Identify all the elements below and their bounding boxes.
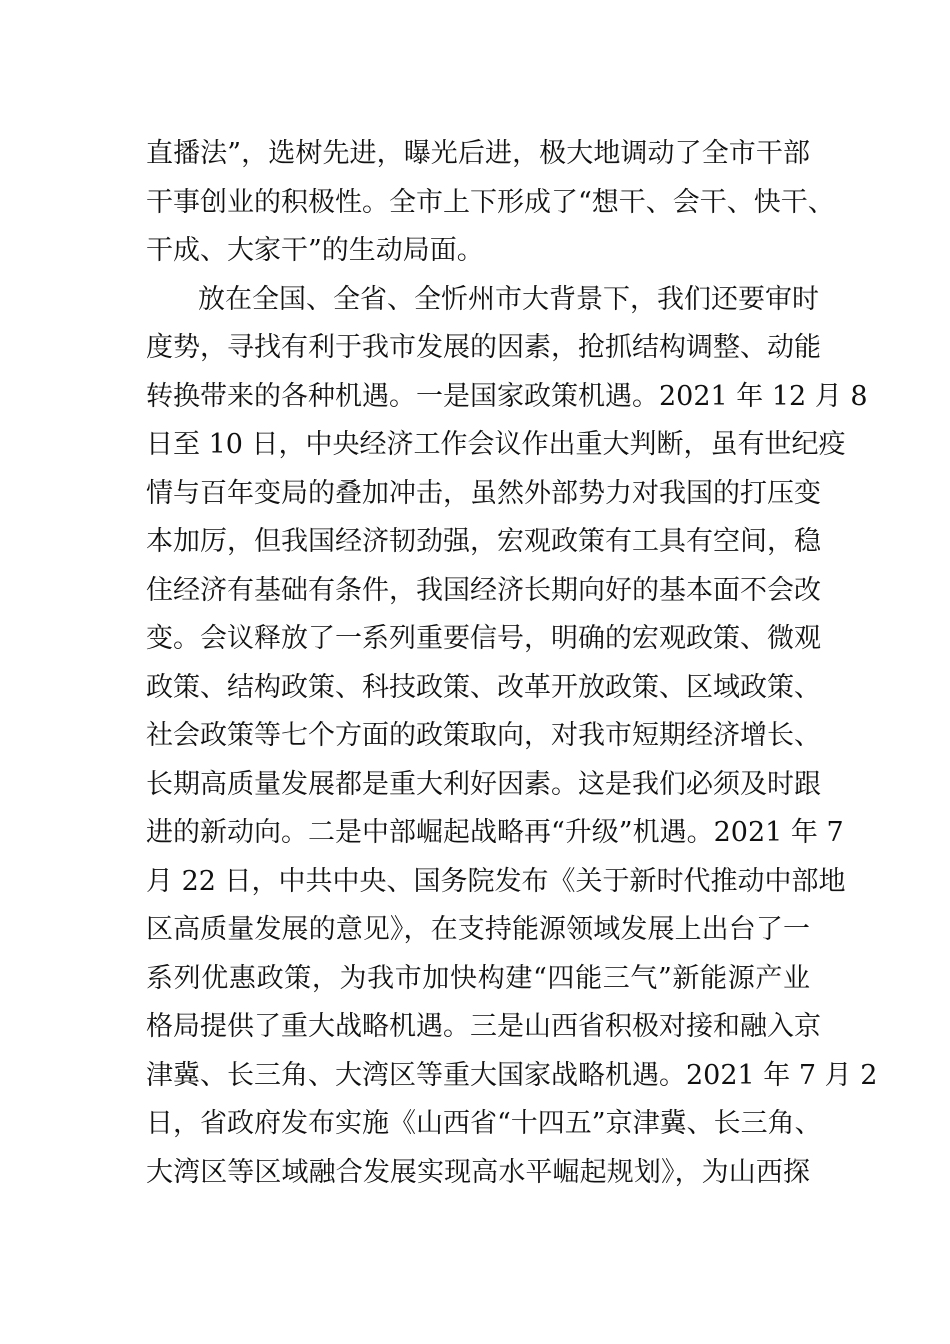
text-line: 变。会议释放了一系列重要信号，明确的宏观政策、微观 — [146, 623, 821, 654]
text-line: 直播法”，选树先进，曝光后进，极大地调动了全市干部 — [146, 138, 810, 169]
text-line: 社会政策等七个方面的政策取向，对我市短期经济增长、 — [146, 720, 821, 751]
text-line: 进的新动向。二是中部崛起战略再“升级”机遇。2021 年 7 — [146, 817, 844, 848]
text-line: 日至 10 日，中央经济工作会议作出重大判断，虽有世纪疫 — [146, 429, 846, 460]
text-line: 日，省政府发布实施《山西省“十四五”京津冀、长三角、 — [146, 1108, 822, 1139]
paragraph-2 — [146, 276, 878, 1198]
text-line: 本加厉，但我国经济韧劲强，宏观政策有工具有空间，稳 — [146, 526, 821, 557]
text-line: 住经济有基础有条件，我国经济长期向好的基本面不会改 — [146, 574, 821, 606]
text-line: 长期高质量发展都是重大利好因素。这是我们必须及时跟 — [146, 768, 821, 800]
text-line: 转换带来的各种机遇。一是国家政策机遇。2021 年 12 月 8 — [146, 380, 868, 412]
text-line: 度势，寻找有利于我市发展的因素，抢抓结构调整、动能 — [146, 332, 821, 363]
text-line: 情与百年变局的叠加冲击，虽然外部势力对我国的打压变 — [146, 477, 821, 509]
body-text — [146, 130, 878, 1197]
text-line: 系列优惠政策，为我市加快构建“四能三气”新能源产业 — [146, 962, 810, 994]
text-line: 区高质量发展的意见》，在支持能源领域发展上出台了一 — [146, 914, 810, 945]
text-line: 放在全国、全省、全忻州市大背景下，我们还要审时 — [198, 283, 819, 315]
text-line: 政策、结构政策、科技政策、改革开放政策、区域政策、 — [146, 671, 821, 703]
text-line: 格局提供了重大战略机遇。三是山西省积极对接和融入京 — [146, 1011, 821, 1042]
paragraph-1 — [146, 130, 835, 276]
text-line: 大湾区等区域融合发展实现高水平崛起规划》，为山西探 — [146, 1156, 810, 1188]
text-line: 干事创业的积极性。全市上下形成了“想干、会干、快干、 — [146, 186, 835, 218]
text-line: 干成、大家干”的生动局面。 — [146, 235, 484, 266]
text-line: 津冀、长三角、大湾区等重大国家战略机遇。2021 年 7 月 2 — [146, 1059, 878, 1091]
text-line: 月 22 日，中共中央、国务院发布《关于新时代推动中部地 — [146, 865, 846, 897]
